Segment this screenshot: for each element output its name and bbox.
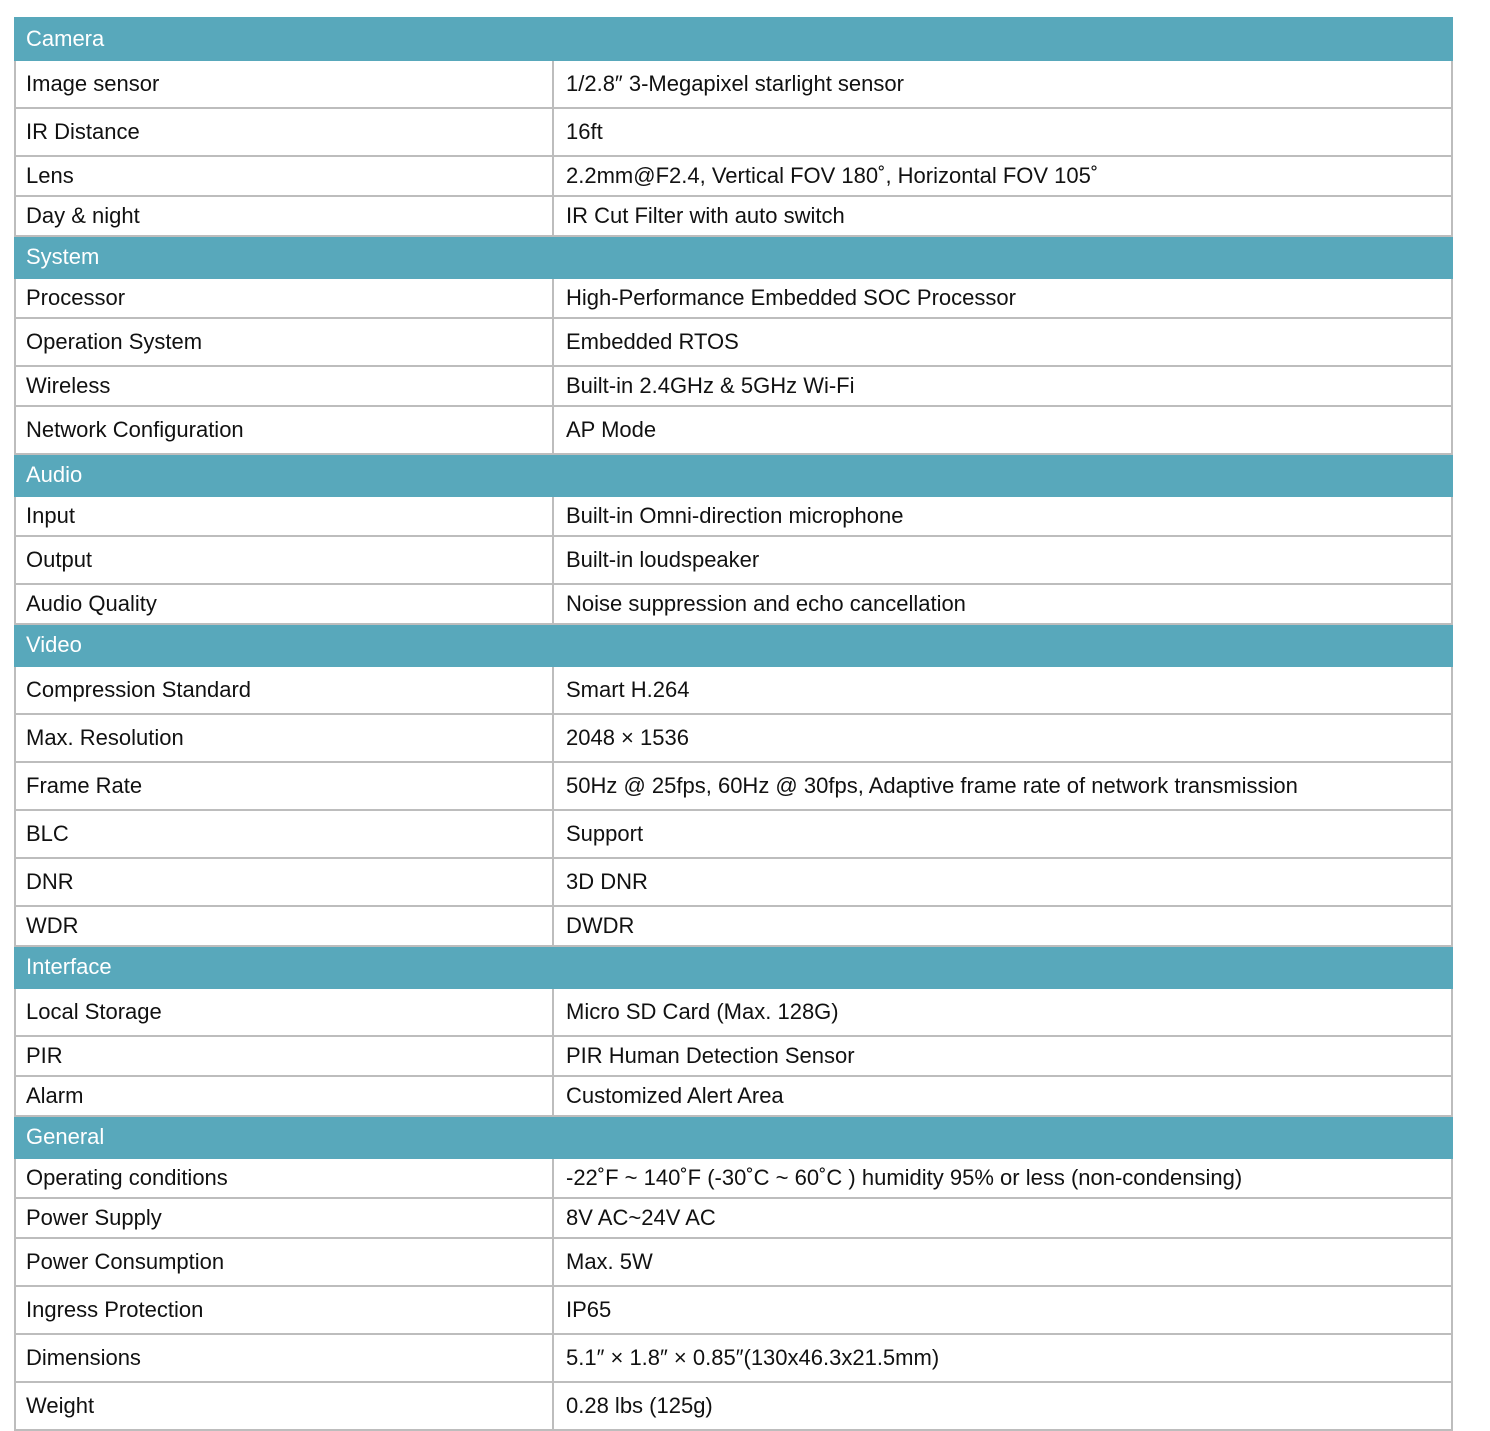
spec-label: Alarm xyxy=(15,1076,553,1116)
table-row xyxy=(15,108,1452,156)
table-row xyxy=(15,1036,1452,1076)
table-row xyxy=(15,1158,1452,1198)
spec-label: Image sensor xyxy=(15,60,553,108)
section-title: General xyxy=(15,1116,1452,1158)
spec-label: Input xyxy=(15,496,553,536)
spec-label: Frame Rate xyxy=(15,762,553,810)
spec-value: Embedded RTOS xyxy=(553,318,1452,366)
spec-label: Ingress Protection xyxy=(15,1286,553,1334)
spec-label: IR Distance xyxy=(15,108,553,156)
section-title: Audio xyxy=(15,454,1452,496)
spec-value: PIR Human Detection Sensor xyxy=(553,1036,1452,1076)
section-title: System xyxy=(15,236,1452,278)
table-row xyxy=(15,584,1452,624)
spec-label: Max. Resolution xyxy=(15,714,553,762)
spec-value: IP65 xyxy=(553,1286,1452,1334)
table-row xyxy=(15,1076,1452,1116)
spec-label: PIR xyxy=(15,1036,553,1076)
spec-value: Smart H.264 xyxy=(553,666,1452,714)
spec-label: Power Consumption xyxy=(15,1238,553,1286)
spec-value: IR Cut Filter with auto switch xyxy=(553,196,1452,236)
section-header-camera xyxy=(15,18,1452,60)
section-header-general xyxy=(15,1116,1452,1158)
table-row xyxy=(15,762,1452,810)
spec-value: AP Mode xyxy=(553,406,1452,454)
section-header-video xyxy=(15,624,1452,666)
spec-value: 8V AC~24V AC xyxy=(553,1198,1452,1238)
spec-label: Operating conditions xyxy=(15,1158,553,1198)
table-row xyxy=(15,666,1452,714)
table-row xyxy=(15,366,1452,406)
spec-label: Lens xyxy=(15,156,553,196)
table-row xyxy=(15,496,1452,536)
spec-value: Micro SD Card (Max. 128G) xyxy=(553,988,1452,1036)
spec-value: 2.2mm@F2.4, Vertical FOV 180˚, Horizontal FOV 105˚ xyxy=(553,156,1452,196)
spec-value: 1/2.8″ 3-Megapixel starlight sensor xyxy=(553,60,1452,108)
spec-value: Max. 5W xyxy=(553,1238,1452,1286)
section-title: Interface xyxy=(15,946,1452,988)
spec-label: Output xyxy=(15,536,553,584)
spec-label: BLC xyxy=(15,810,553,858)
spec-table xyxy=(14,17,1453,1431)
table-row xyxy=(15,906,1452,946)
table-row xyxy=(15,278,1452,318)
table-row xyxy=(15,536,1452,584)
spec-value: -22˚F ~ 140˚F (-30˚C ~ 60˚C ) humidity 95% or less (non-condensing) xyxy=(553,1158,1452,1198)
spec-label: DNR xyxy=(15,858,553,906)
table-row xyxy=(15,318,1452,366)
spec-value: Built-in loudspeaker xyxy=(553,536,1452,584)
spec-value: 0.28 lbs (125g) xyxy=(553,1382,1452,1430)
spec-label: Processor xyxy=(15,278,553,318)
table-row xyxy=(15,1238,1452,1286)
table-row xyxy=(15,1334,1452,1382)
table-row xyxy=(15,858,1452,906)
table-row xyxy=(15,714,1452,762)
spec-label: Compression Standard xyxy=(15,666,553,714)
spec-label: Weight xyxy=(15,1382,553,1430)
spec-label: WDR xyxy=(15,906,553,946)
table-row xyxy=(15,810,1452,858)
table-row xyxy=(15,1382,1452,1430)
spec-value: 50Hz @ 25fps, 60Hz @ 30fps, Adaptive frame rate of network transmission xyxy=(553,762,1452,810)
spec-value: Built-in Omni-direction microphone xyxy=(553,496,1452,536)
spec-value: 5.1″ × 1.8″ × 0.85″(130x46.3x21.5mm) xyxy=(553,1334,1452,1382)
table-row xyxy=(15,1286,1452,1334)
table-row xyxy=(15,156,1452,196)
spec-value: 2048 × 1536 xyxy=(553,714,1452,762)
spec-value: Built-in 2.4GHz & 5GHz Wi-Fi xyxy=(553,366,1452,406)
spec-label: Dimensions xyxy=(15,1334,553,1382)
section-title: Camera xyxy=(15,18,1452,60)
spec-label: Wireless xyxy=(15,366,553,406)
table-row xyxy=(15,1198,1452,1238)
spec-value: DWDR xyxy=(553,906,1452,946)
spec-label: Audio Quality xyxy=(15,584,553,624)
section-title: Video xyxy=(15,624,1452,666)
spec-value: 3D DNR xyxy=(553,858,1452,906)
spec-label: Operation System xyxy=(15,318,553,366)
spec-value: Support xyxy=(553,810,1452,858)
spec-label: Day & night xyxy=(15,196,553,236)
spec-value: Customized Alert Area xyxy=(553,1076,1452,1116)
spec-value: Noise suppression and echo cancellation xyxy=(553,584,1452,624)
spec-label: Power Supply xyxy=(15,1198,553,1238)
spec-table-body xyxy=(15,18,1452,1430)
spec-label: Local Storage xyxy=(15,988,553,1036)
section-header-system xyxy=(15,236,1452,278)
table-row xyxy=(15,988,1452,1036)
spec-value: 16ft xyxy=(553,108,1452,156)
table-row xyxy=(15,406,1452,454)
spec-value: High-Performance Embedded SOC Processor xyxy=(553,278,1452,318)
spec-label: Network Configuration xyxy=(15,406,553,454)
section-header-audio xyxy=(15,454,1452,496)
table-row xyxy=(15,196,1452,236)
table-row xyxy=(15,60,1452,108)
section-header-interface xyxy=(15,946,1452,988)
